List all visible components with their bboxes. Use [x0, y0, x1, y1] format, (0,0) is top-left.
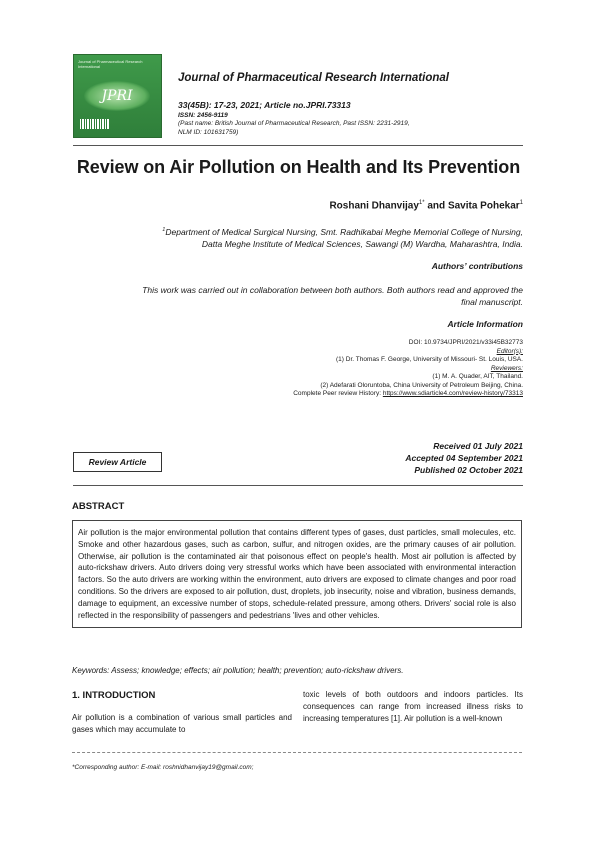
cover-logo: JPRI	[84, 81, 150, 111]
issn: ISSN: 2456-9119	[178, 112, 228, 119]
article-info-heading: Article Information	[447, 319, 523, 329]
past-name-line-2: NLM ID: 101631759)	[178, 128, 239, 136]
keywords: Keywords: Assess; knowledge; effects; air pollution; health; prevention; auto-rickshaw drivers.	[72, 666, 404, 675]
cover-title: Journal of Pharmaceutical Research International	[78, 59, 143, 69]
corresponding-author-footnote: *Corresponding author: E-mail: roshnidhanvijay19@gmail.com;	[72, 764, 254, 771]
volume-line: 33(45B): 17-23, 2021; Article no.JPRI.73313	[178, 100, 351, 110]
reviewers-label: Reviewers:	[490, 364, 523, 372]
affiliation-superscript: 1	[162, 227, 166, 233]
article-type-badge: Review Article	[73, 452, 162, 472]
header-divider	[73, 145, 523, 146]
abstract-text: Air pollution is the major environmental pollution that contains different types of gases, dust particles, small molecules, etc. Smoke and other hazardous gases, such as carbon, sulfur, and nitrogen oxides, are the primary causes of air pollution. Otherwise, air pollution is the contaminated air that poisonous effect on people's health. Most air pollution is affected by auto-rickshaw drivers. Auto drivers doing very stressful works which have been associated with environmental interaction factors. So the auto drivers are working within the environment, auto drivers are exposed to climate changes and poor road conditions. So the drivers are exposed to air pollution, dust, droplets, job insecurity, noise and vibration, business demands, damage to equipment, an excessive number of stops, schedule-related pressure, among others. Drivers' social role is also reflected in the responsibility of passengers and pedestrians 'lives and other vehicles.	[72, 520, 522, 628]
editors-label: Editor(s):	[496, 347, 523, 355]
author-2: Savita Pohekar	[447, 200, 520, 212]
introduction-left-column: Air pollution is a combination of various small particles and gases which may accumulate to	[72, 713, 292, 734]
author-1: Roshani Dhanvijay	[329, 200, 419, 212]
author-and: and	[424, 200, 448, 212]
affiliation-line-1: Department of Medical Surgical Nursing, Smt. Radhikabai Meghe Memorial College of Nursing,	[165, 226, 523, 237]
reviewer-2: (2) Adefarati Oloruntoba, China University of Petroleum Beijing, China.	[320, 381, 523, 389]
received-date: Received 01 July 2021	[433, 441, 523, 451]
author-2-superscript: 1	[519, 200, 523, 206]
article-dates	[405, 440, 523, 476]
abstract-heading: ABSTRACT	[72, 501, 125, 512]
contributions-line-2: final manuscript.	[461, 297, 523, 307]
journal-title: Journal of Pharmaceutical Research International	[178, 72, 449, 84]
author-1-superscript: 1*	[418, 200, 425, 206]
review-history-link[interactable]: https://www.sdiarticle4.com/review-history/73313	[382, 390, 523, 397]
section-divider	[73, 485, 523, 486]
contributions-text	[68, 284, 523, 308]
paper-title: Review on Air Pollution on Health and Its Prevention	[76, 157, 521, 177]
introduction-heading: 1. INTRODUCTION	[72, 690, 156, 701]
journal-cover-image	[73, 54, 162, 138]
article-info	[163, 339, 523, 399]
editor-1: (1) Dr. Thomas F. George, University of Missouri- St. Louis, USA.	[336, 356, 523, 363]
contributions-heading: Authors’ contributions	[431, 261, 523, 271]
footnote-divider	[72, 752, 522, 753]
reviewer-1: (1) M. A. Quader, AIT, Thailand.	[432, 373, 523, 380]
authors	[329, 200, 523, 211]
published-date: Published 02 October 2021	[414, 465, 523, 475]
accepted-date: Accepted 04 September 2021	[405, 453, 523, 463]
affiliation	[83, 224, 523, 250]
doi: DOI: 10.9734/JPRI/2021/v33i45B32773	[408, 339, 523, 346]
contributions-line-1: This work was carried out in collaboration between both authors. Both authors read and approved the	[142, 285, 523, 295]
past-name-line-1: (Past name: British Journal of Pharmaceutical Research, Past ISSN: 2231-2919,	[178, 120, 410, 127]
review-history-label: Complete Peer review History:	[293, 390, 383, 397]
cover-barcode	[80, 119, 110, 129]
past-name	[178, 120, 488, 137]
affiliation-line-2: Datta Meghe Institute of Medical Sciences, Sawangi (M) Wardha, Maharashtra, India.	[201, 238, 523, 249]
introduction-right-column: toxic levels of both outdoors and indoors particles. Its consequences can range from increased illness risks to increasing temperatures [1]. Air pollution is a well-known	[303, 690, 523, 723]
